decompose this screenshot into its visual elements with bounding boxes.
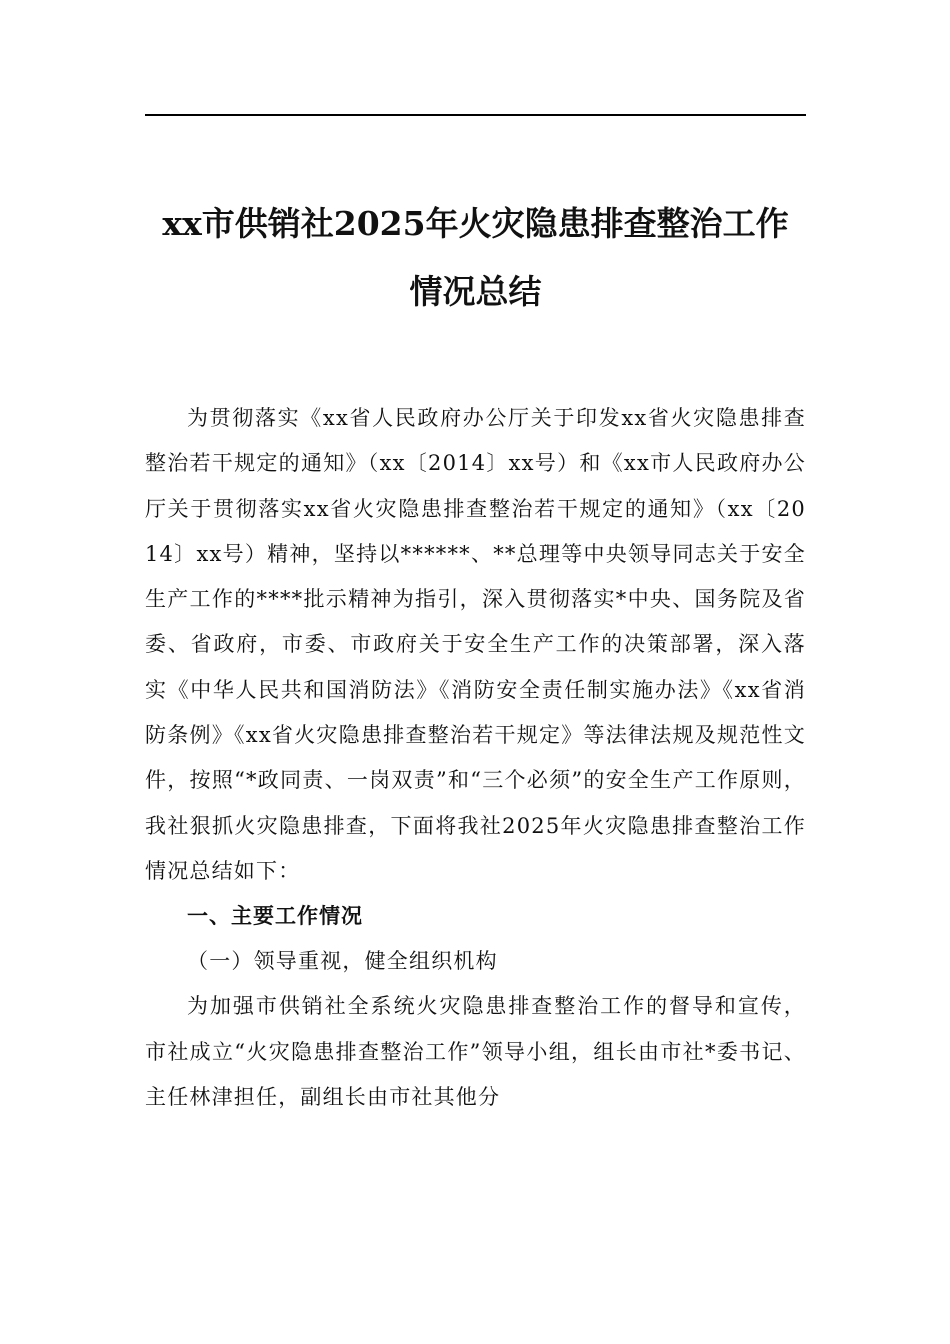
section-heading-main-work: 一、主要工作情况 <box>187 904 363 929</box>
subsection-heading-leadership: （一）领导重视，健全组织机构 <box>187 949 498 974</box>
intro-paragraph: 为贯彻落实《xx省人民政府办公厅关于印发xx省火灾隐患排查整治若干规定的通知》（xx〔2014〕xx号）和《xx市人民政府办公厅关于贯彻落实xx省火灾隐患排查整治若干规定的通知》（xx〔2014〕xx号）精神，坚持以******、**总理等中央领导同志关于安全生产工作的****批示精神为指引，深入贯彻落实*中央、国务院及省委、省政府，市委、市政府关于安全生产工作的决策部署，深入落实《中华人民共和国消防法》《消防安全责任制实施办法》《xx省消防条例》《xx省火灾隐患排查整治若干规定》等法律法规及规范性文件，按照“*政同责、一岗双责”和“三个必须”的安全生产工作原则，我社狠抓火灾隐患排查，下面将我社2025年火灾隐患排查整治工作情况总结如下： <box>145 406 806 883</box>
header-rule <box>145 114 806 116</box>
subsection-paragraph: 为加强市供销社全系统火灾隐患排查整治工作的督导和宣传，市社成立“火灾隐患排查整治工作”领导小组，组长由市社*委书记、主任林津担任，副组长由市社其他分 <box>145 994 806 1109</box>
document-body <box>145 396 806 1120</box>
document-title <box>145 190 806 326</box>
title-line-1: xx市供销社2025年火灾隐患排查整治工作 <box>162 204 789 243</box>
title-line-2: 情况总结 <box>409 272 542 311</box>
